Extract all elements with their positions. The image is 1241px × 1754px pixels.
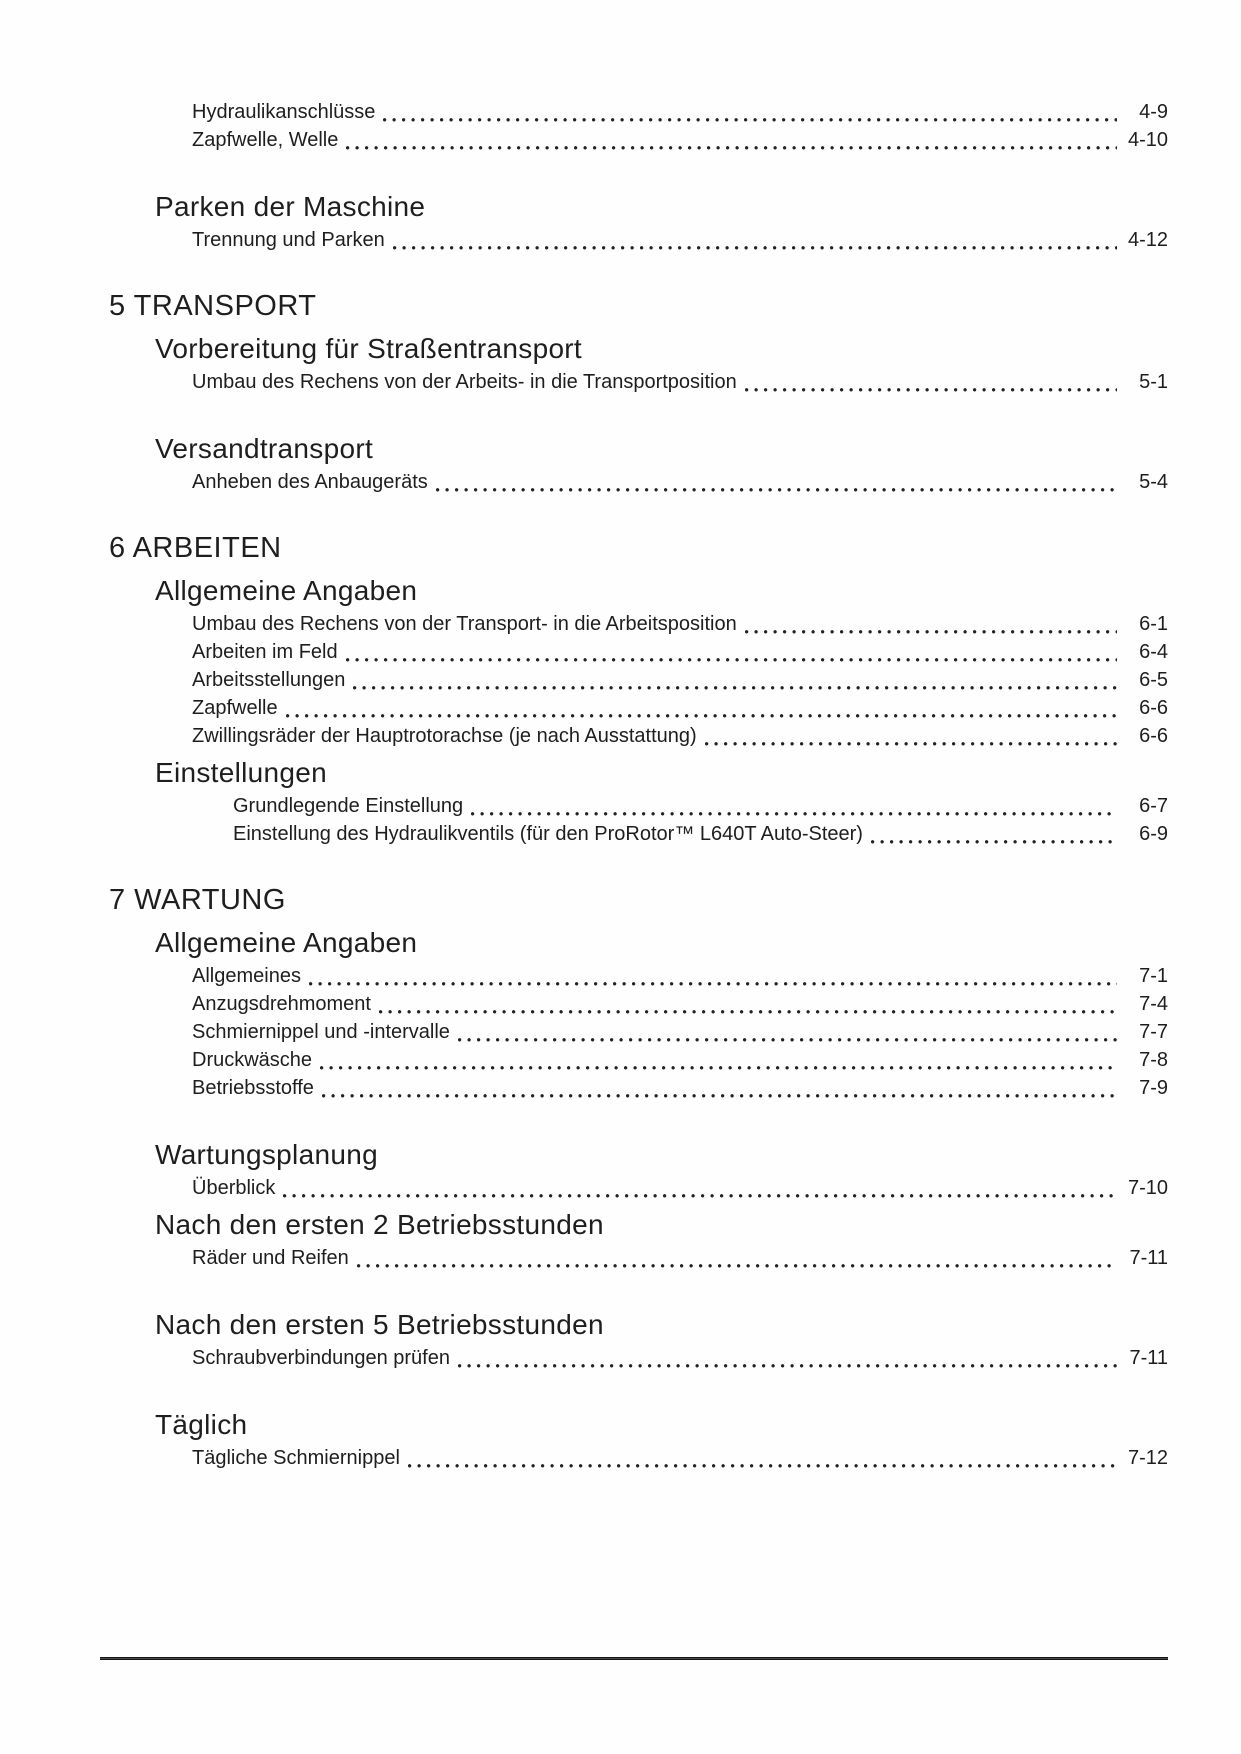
toc-page-number: 6-6: [1139, 725, 1168, 747]
toc-section-heading: Allgemeine Angaben: [155, 575, 418, 606]
toc-page-number: 4-9: [1139, 101, 1168, 123]
toc-entry-label: Überblick: [192, 1177, 276, 1199]
toc-dot-leader: [458, 1364, 1117, 1368]
toc-entry-label: Allgemeines: [192, 965, 301, 987]
toc-dot-leader: [745, 388, 1117, 392]
toc-section-heading: Allgemeine Angaben: [155, 927, 418, 958]
toc-page-number: 6-1: [1139, 613, 1168, 635]
toc-section-heading: Nach den ersten 2 Betriebsstunden: [155, 1209, 604, 1240]
toc-page-number: 7-10: [1127, 1177, 1168, 1199]
toc-entry[interactable]: [100, 962, 1168, 990]
toc-entry[interactable]: [100, 990, 1168, 1018]
toc-entry-label: Zwillingsräder der Hauptrotorachse (je nach Ausstattung): [192, 725, 697, 747]
toc-dot-leader: [286, 714, 1117, 718]
toc-section-heading: Vorbereitung für Straßentransport: [155, 333, 583, 364]
toc-dot-leader: [458, 1038, 1117, 1042]
toc-dot-leader: [471, 812, 1117, 816]
toc-dot-leader: [309, 982, 1117, 986]
toc-page-number: 7-11: [1129, 1347, 1168, 1369]
toc-chapter-heading: 6 ARBEITEN: [109, 532, 282, 564]
toc-entry-label: Anheben des Anbaugeräts: [192, 471, 428, 493]
toc-entry-label: Arbeiten im Feld: [192, 641, 338, 663]
toc-dot-leader: [393, 246, 1117, 250]
toc-section-heading: Wartungsplanung: [155, 1139, 378, 1170]
toc-page-number: 6-5: [1139, 669, 1168, 691]
toc-dot-leader: [320, 1066, 1117, 1070]
toc-entry[interactable]: [100, 1074, 1168, 1102]
toc-entry[interactable]: [100, 722, 1168, 750]
toc-section-heading: Nach den ersten 5 Betriebsstunden: [155, 1309, 604, 1340]
toc-dot-leader: [871, 840, 1117, 844]
toc-dot-leader: [379, 1010, 1117, 1014]
footer-rule: [100, 1657, 1168, 1660]
toc-entry[interactable]: [100, 610, 1168, 638]
toc-entry[interactable]: [100, 226, 1168, 254]
toc-section-heading: Parken der Maschine: [155, 191, 426, 222]
toc-entry-label: Druckwäsche: [192, 1049, 313, 1071]
toc-dot-leader: [436, 488, 1117, 492]
toc-entry[interactable]: [100, 468, 1168, 496]
toc-page-number: 5-4: [1139, 471, 1168, 493]
toc-chapter-heading: 7 WARTUNG: [109, 884, 286, 916]
toc-dot-leader: [383, 118, 1117, 122]
toc-entry-label: Arbeitsstellungen: [192, 669, 346, 691]
toc-page-number: 5-1: [1139, 371, 1168, 393]
toc-entry[interactable]: [100, 820, 1168, 848]
toc-entry[interactable]: [100, 1444, 1168, 1472]
toc-entry[interactable]: [100, 1046, 1168, 1074]
toc-entry[interactable]: [100, 638, 1168, 666]
toc-entry-label: Trennung und Parken: [192, 229, 385, 251]
toc-entry-label: Schmiernippel und -intervalle: [192, 1021, 450, 1043]
toc-page-number: 6-7: [1139, 795, 1168, 817]
toc-entry[interactable]: [100, 1244, 1168, 1272]
toc-entry-label: Umbau des Rechens von der Arbeits- in die Transportposition: [192, 371, 737, 393]
toc-page-number: 7-1: [1139, 965, 1168, 987]
toc-entry-label: Schraubverbindungen prüfen: [192, 1347, 450, 1369]
toc-dot-leader: [322, 1094, 1117, 1098]
toc-entry[interactable]: [100, 1174, 1168, 1202]
toc-page-number: 6-9: [1139, 823, 1168, 845]
toc-entry-label: Einstellung des Hydraulikventils (für den ProRotor™ L640T Auto-Steer): [233, 823, 863, 845]
toc-entry-label: Hydraulikanschlüsse: [192, 101, 376, 123]
toc-entry-label: Zapfwelle: [192, 697, 278, 719]
toc-dot-leader: [705, 742, 1117, 746]
toc-page-number: 7-12: [1127, 1447, 1168, 1469]
toc-list: [100, 98, 1168, 1472]
toc-page-number: 7-11: [1129, 1247, 1168, 1269]
toc-dot-leader: [357, 1264, 1117, 1268]
toc-entry[interactable]: [100, 694, 1168, 722]
toc-page-number: 6-4: [1139, 641, 1168, 663]
toc-entry[interactable]: [100, 1018, 1168, 1046]
toc-entry-label: Umbau des Rechens von der Transport- in die Arbeitsposition: [192, 613, 737, 635]
toc-dot-leader: [745, 630, 1117, 634]
toc-section-heading: Versandtransport: [155, 433, 374, 464]
toc-entry[interactable]: [100, 368, 1168, 396]
toc-entry[interactable]: [100, 98, 1168, 126]
toc-page-number: 4-12: [1127, 229, 1168, 251]
toc-entry-label: Anzugsdrehmoment: [192, 993, 371, 1015]
toc-entry-label: Tägliche Schmiernippel: [192, 1447, 400, 1469]
toc-page-number: 7-8: [1139, 1049, 1168, 1071]
toc-page-number: 7-4: [1139, 993, 1168, 1015]
toc-page-number: 4-10: [1127, 129, 1168, 151]
toc-entry-label: Räder und Reifen: [192, 1247, 349, 1269]
toc-entry-label: Betriebsstoffe: [192, 1077, 314, 1099]
toc-entry-label: Grundlegende Einstellung: [233, 795, 464, 817]
toc-page-number: 7-9: [1139, 1077, 1168, 1099]
toc-dot-leader: [408, 1464, 1117, 1468]
toc-dot-leader: [346, 658, 1117, 662]
toc-entry[interactable]: [100, 792, 1168, 820]
toc-entry[interactable]: [100, 666, 1168, 694]
toc-section-heading: Täglich: [155, 1409, 248, 1440]
toc-section-heading: Einstellungen: [155, 757, 328, 788]
toc-dot-leader: [283, 1194, 1117, 1198]
toc-dot-leader: [353, 686, 1117, 690]
toc-page-number: 6-6: [1139, 697, 1168, 719]
toc-entry[interactable]: [100, 1344, 1168, 1372]
toc-entry-label: Zapfwelle, Welle: [192, 129, 339, 151]
toc-chapter-heading: 5 TRANSPORT: [109, 290, 317, 322]
toc-page-number: 7-7: [1139, 1021, 1168, 1043]
toc-dot-leader: [346, 146, 1117, 150]
toc-entry[interactable]: [100, 126, 1168, 154]
